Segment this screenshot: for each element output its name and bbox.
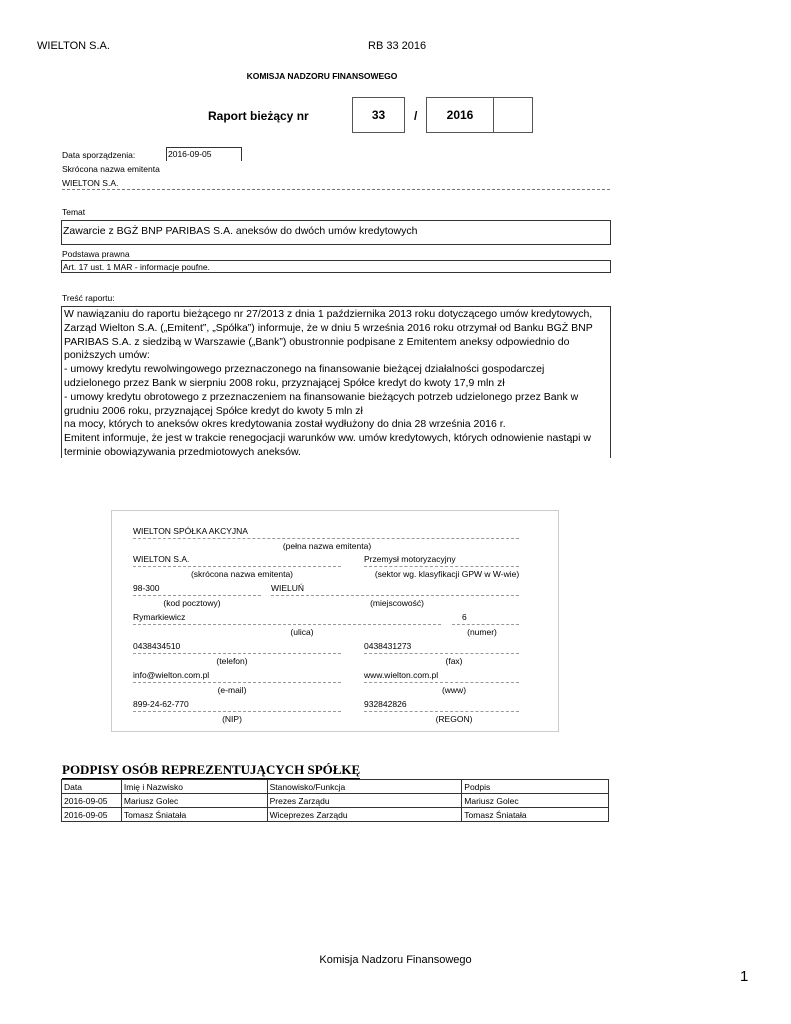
table-row xyxy=(62,794,609,808)
issuer-divider xyxy=(133,624,441,625)
short-name-divider xyxy=(62,189,610,190)
issuer-divider xyxy=(133,653,341,654)
issuer-regon: 932842826 xyxy=(364,699,407,709)
issuer-divider xyxy=(452,624,519,625)
table-cell: Tomasz Śniatała xyxy=(121,808,267,822)
content-line: - umowy kredytu obrotowego z przeznaczeniem na finansowanie bieżących potrzeb udzielonego przez Bank w xyxy=(64,390,579,403)
issuer-phone: 0438434510 xyxy=(133,641,181,651)
header-report-code: RB 33 2016 xyxy=(368,40,427,52)
issuer-divider xyxy=(133,538,519,539)
content-line: Emitent informuje, że jest w trakcie renegocjacji warunków ww. umów kredytowych, których odnowienie nastąpi w xyxy=(64,432,591,445)
issuer-city: WIELUŃ xyxy=(271,583,305,593)
legal-basis-value: Art. 17 ust. 1 MAR - informacje poufne. xyxy=(61,260,611,273)
issuer-email: info@wielton.com.pl xyxy=(133,670,210,680)
issuer-divider xyxy=(364,653,519,654)
table-cell: Tomasz Śniatała xyxy=(462,808,609,822)
report-extra-box xyxy=(494,97,533,133)
table-header: Data xyxy=(62,780,122,794)
short-name-value: WIELTON S.A. xyxy=(62,178,119,188)
table-cell: Mariusz Golec xyxy=(121,794,267,808)
content-line: poniższych umów: xyxy=(64,349,150,362)
issuer-regon-caption: (REGON) xyxy=(435,714,473,724)
report-slash: / xyxy=(414,109,418,123)
content-line: - umowy kredytu rewolwingowego przeznaczonego na finansowanie bieżącej działalności gospodarczej xyxy=(64,363,545,376)
issuer-nip-caption: (NIP) xyxy=(222,714,242,724)
issuer-divider xyxy=(133,595,261,596)
issuer-city-caption: (miejscowość) xyxy=(370,598,424,608)
table-row xyxy=(62,808,609,822)
issuer-full-name: WIELTON SPÓŁKA AKCYJNA xyxy=(133,526,248,536)
topic-value: Zawarcie z BGŻ BNP PARIBAS S.A. aneksów do dwóch umów kredytowych xyxy=(61,220,611,245)
content-line: W nawiązaniu do raportu bieżącego nr 27/2013 z dnia 1 października 2013 roku dotyczącego umów kredytowych, xyxy=(64,308,593,320)
legal-basis-label: Podstawa prawna xyxy=(62,249,130,259)
issuer-fax-caption: (fax) xyxy=(445,656,463,666)
issuer-number-caption: (numer) xyxy=(467,627,497,637)
content-line: na mocy, których to aneksów okres kredytowania został wydłużony do dnia 28 września 2016 r. xyxy=(64,418,506,431)
topic-label: Temat xyxy=(62,207,86,217)
short-name-label: Skrócona nazwa emitenta xyxy=(62,164,160,174)
signatures-title: PODPISY OSÓB REPREZENTUJĄCYCH SPÓŁKĘ xyxy=(62,762,361,777)
issuer-sector: Przemysł motoryzacyjny xyxy=(364,554,456,564)
issuer-fax: 0438431273 xyxy=(364,641,412,651)
footer-text: Komisja Nadzoru Finansowego xyxy=(319,954,472,966)
content-line: grudniu 2006 roku, przyznającej Spółce kredyt do kwoty 5 mln zł xyxy=(64,404,363,417)
content-line: terminie obowiązywania przedmiotowych aneksów. xyxy=(64,445,301,458)
table-header-row xyxy=(62,780,609,794)
content-line: udzielonego przez Bank w sierpniu 2008 roku, przyznającej Spółce kredyt do kwoty 17,9 mln zł xyxy=(64,376,505,389)
issuer-phone-caption: (telefon) xyxy=(216,656,248,666)
issuer-postal-code-caption: (kod pocztowy) xyxy=(163,598,221,608)
issuer-divider xyxy=(133,711,341,712)
issuer-short-name-caption: (skrócona nazwa emitenta) xyxy=(190,569,294,579)
issuer-postal-code: 98-300 xyxy=(133,583,160,593)
content-body xyxy=(61,306,611,458)
authority-text: KOMISJA NADZORU FINANSOWEGO xyxy=(246,71,398,81)
content-line: PARIBAS S.A. z siedzibą w Warszawie („Bank”) obustronnie podpisane z Emitentem aneksy odpowiednio do xyxy=(64,335,570,348)
issuer-nip: 899-24-62-770 xyxy=(133,699,189,709)
table-cell: 2016-09-05 xyxy=(62,808,122,822)
issuer-divider xyxy=(133,566,341,567)
date-value: 2016-09-05 xyxy=(166,147,242,161)
date-label: Data sporządzenia: xyxy=(62,150,136,160)
signatures-table xyxy=(61,779,609,822)
issuer-divider xyxy=(133,682,341,683)
issuer-divider xyxy=(271,595,519,596)
content-line: Zarząd Wielton S.A. („Emitent”, „Spółka”) informuje, że w dniu 5 września 2016 roku otrzymał od Banku BGŻ BNP xyxy=(64,321,593,334)
issuer-full-name-caption: (pełna nazwa emitenta) xyxy=(282,541,372,551)
table-cell: 2016-09-05 xyxy=(62,794,122,808)
page-number: 1 xyxy=(740,968,749,985)
issuer-www-caption: (www) xyxy=(441,685,467,695)
content-label: Treść raportu: xyxy=(62,293,115,303)
issuer-short-name: WIELTON S.A. xyxy=(133,554,190,564)
report-label: Raport bieżący nr xyxy=(208,109,309,123)
table-cell: Mariusz Golec xyxy=(462,794,609,808)
authority-title xyxy=(0,71,644,81)
issuer-street-caption: (ulica) xyxy=(290,627,314,637)
table-cell: Prezes Zarządu xyxy=(267,794,462,808)
issuer-email-caption: (e-mail) xyxy=(217,685,247,695)
table-header: Imię i Nazwisko xyxy=(121,780,267,794)
issuer-street: Rymarkiewicz xyxy=(133,612,186,622)
report-year-box: 2016 xyxy=(426,97,494,133)
table-header: Podpis xyxy=(462,780,609,794)
issuer-www: www.wielton.com.pl xyxy=(364,670,439,680)
issuer-divider xyxy=(364,711,519,712)
header-company: WIELTON S.A. xyxy=(37,40,110,52)
table-cell: Wiceprezes Zarządu xyxy=(267,808,462,822)
issuer-divider xyxy=(364,566,519,567)
report-number-box: 33 xyxy=(352,97,405,133)
issuer-sector-caption: (sektor wg. klasyfikacji GPW w W-wie) xyxy=(374,569,520,579)
table-header: Stanowisko/Funkcja xyxy=(267,780,462,794)
issuer-info-box xyxy=(111,510,559,732)
issuer-divider xyxy=(364,682,519,683)
issuer-number: 6 xyxy=(462,612,467,622)
